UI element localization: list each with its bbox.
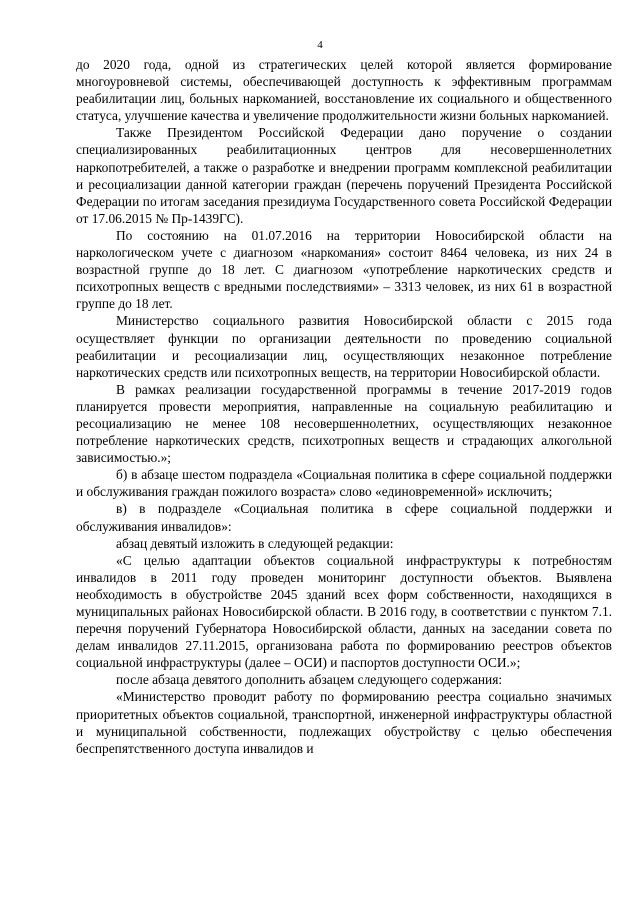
- paragraph: По состоянию на 01.07.2016 на территории Новосибирской области на наркологическом учете с диагнозом «наркомания» состоит 8464 человека, из них 24 в возрастной группе до 18 лет. С диагнозом «употребление наркотических средств и психотропных веществ с вредными последствиями» – 3313 человек, из них 61 в возрастной группе до 18 лет.: [76, 227, 612, 312]
- paragraph: в) в подразделе «Социальная политика в сфере социальной поддержки и обслуживания инвалидов»:: [76, 501, 612, 534]
- paragraph: абзац девятый изложить в следующей редакции:: [116, 535, 394, 551]
- paragraph: «Министерство проводит работу по формированию реестра социально значимых приоритетных объектов социальной, транспортной, инженерной инфраструктуры областной и муниципальной собственности, подлежащих обустройству с целью обеспечения беспрепятственного доступа инвалидов и: [76, 689, 612, 756]
- paragraph: до 2020 года, одной из стратегических целей которой является формирование многоуровневой системы, обеспечивающей доступность к эффективным программам реабилитации лиц, больных наркоманией, восстановление их социального и общественного статуса, улучшение качества и увеличение продолжительности жизни больных наркоманией.: [76, 57, 612, 124]
- paragraph: после абзаца девятого дополнить абзацем следующего содержания:: [116, 672, 503, 688]
- paragraph: б) в абзаце шестом подраздела «Социальная политика в сфере социальной поддержки и обслуживания граждан пожилого возраста» слово «единовременной» исключить;: [76, 467, 612, 500]
- paragraph: В рамках реализации государственной программы в течение 2017-2019 годов планируется провести мероприятия, направленные на социальную реабилитацию и ресоциализацию не менее 108 несовершеннолетних, осуществляющих незаконное потребление наркотических средств, психотропных веществ и страдающих алкогольной зависимостью.»;: [76, 381, 612, 466]
- paragraph: Также Президентом Российской Федерации дано поручение о создании специализированных реабилитационных центров для несовершеннолетних наркопотребителей, а также о разработке и внедрении программ комплексной реабилитации и ресоциализации данной категории граждан (перечень поручений Президента Российской Федерации по итогам заседания президиума Государственного совета Российской Федерации от 17.06.2015 № Пр-1439ГС).: [76, 125, 612, 226]
- page-number: 4: [317, 39, 323, 51]
- paragraph: «С целью адаптации объектов социальной инфраструктуры к потребностям инвалидов в 2011 году проведен мониторинг доступности объектов. Выявлена необходимость в обустройстве 2045 зданий всех форм собственности, находящихся в муниципальных районах Новосибирской области. В 2016 году, в соответствии с пунктом 7.1. перечня поручений Губернатора Новосибирской области, данных на заседании совета по делам инвалидов 27.11.2015, организована работа по формированию реестров объектов социальной инфраструктуры (далее – ОСИ) и паспортов доступности ОСИ.»;: [76, 552, 612, 671]
- paragraph: Министерство социального развития Новосибирской области с 2015 года осуществляет функции по организации деятельности по проведению социальной реабилитации и ресоциализации лиц, осуществляющих незаконное потребление наркотических средств или психотропных веществ, на территории Новосибирской области.: [76, 313, 612, 380]
- document-body: [76, 56, 612, 757]
